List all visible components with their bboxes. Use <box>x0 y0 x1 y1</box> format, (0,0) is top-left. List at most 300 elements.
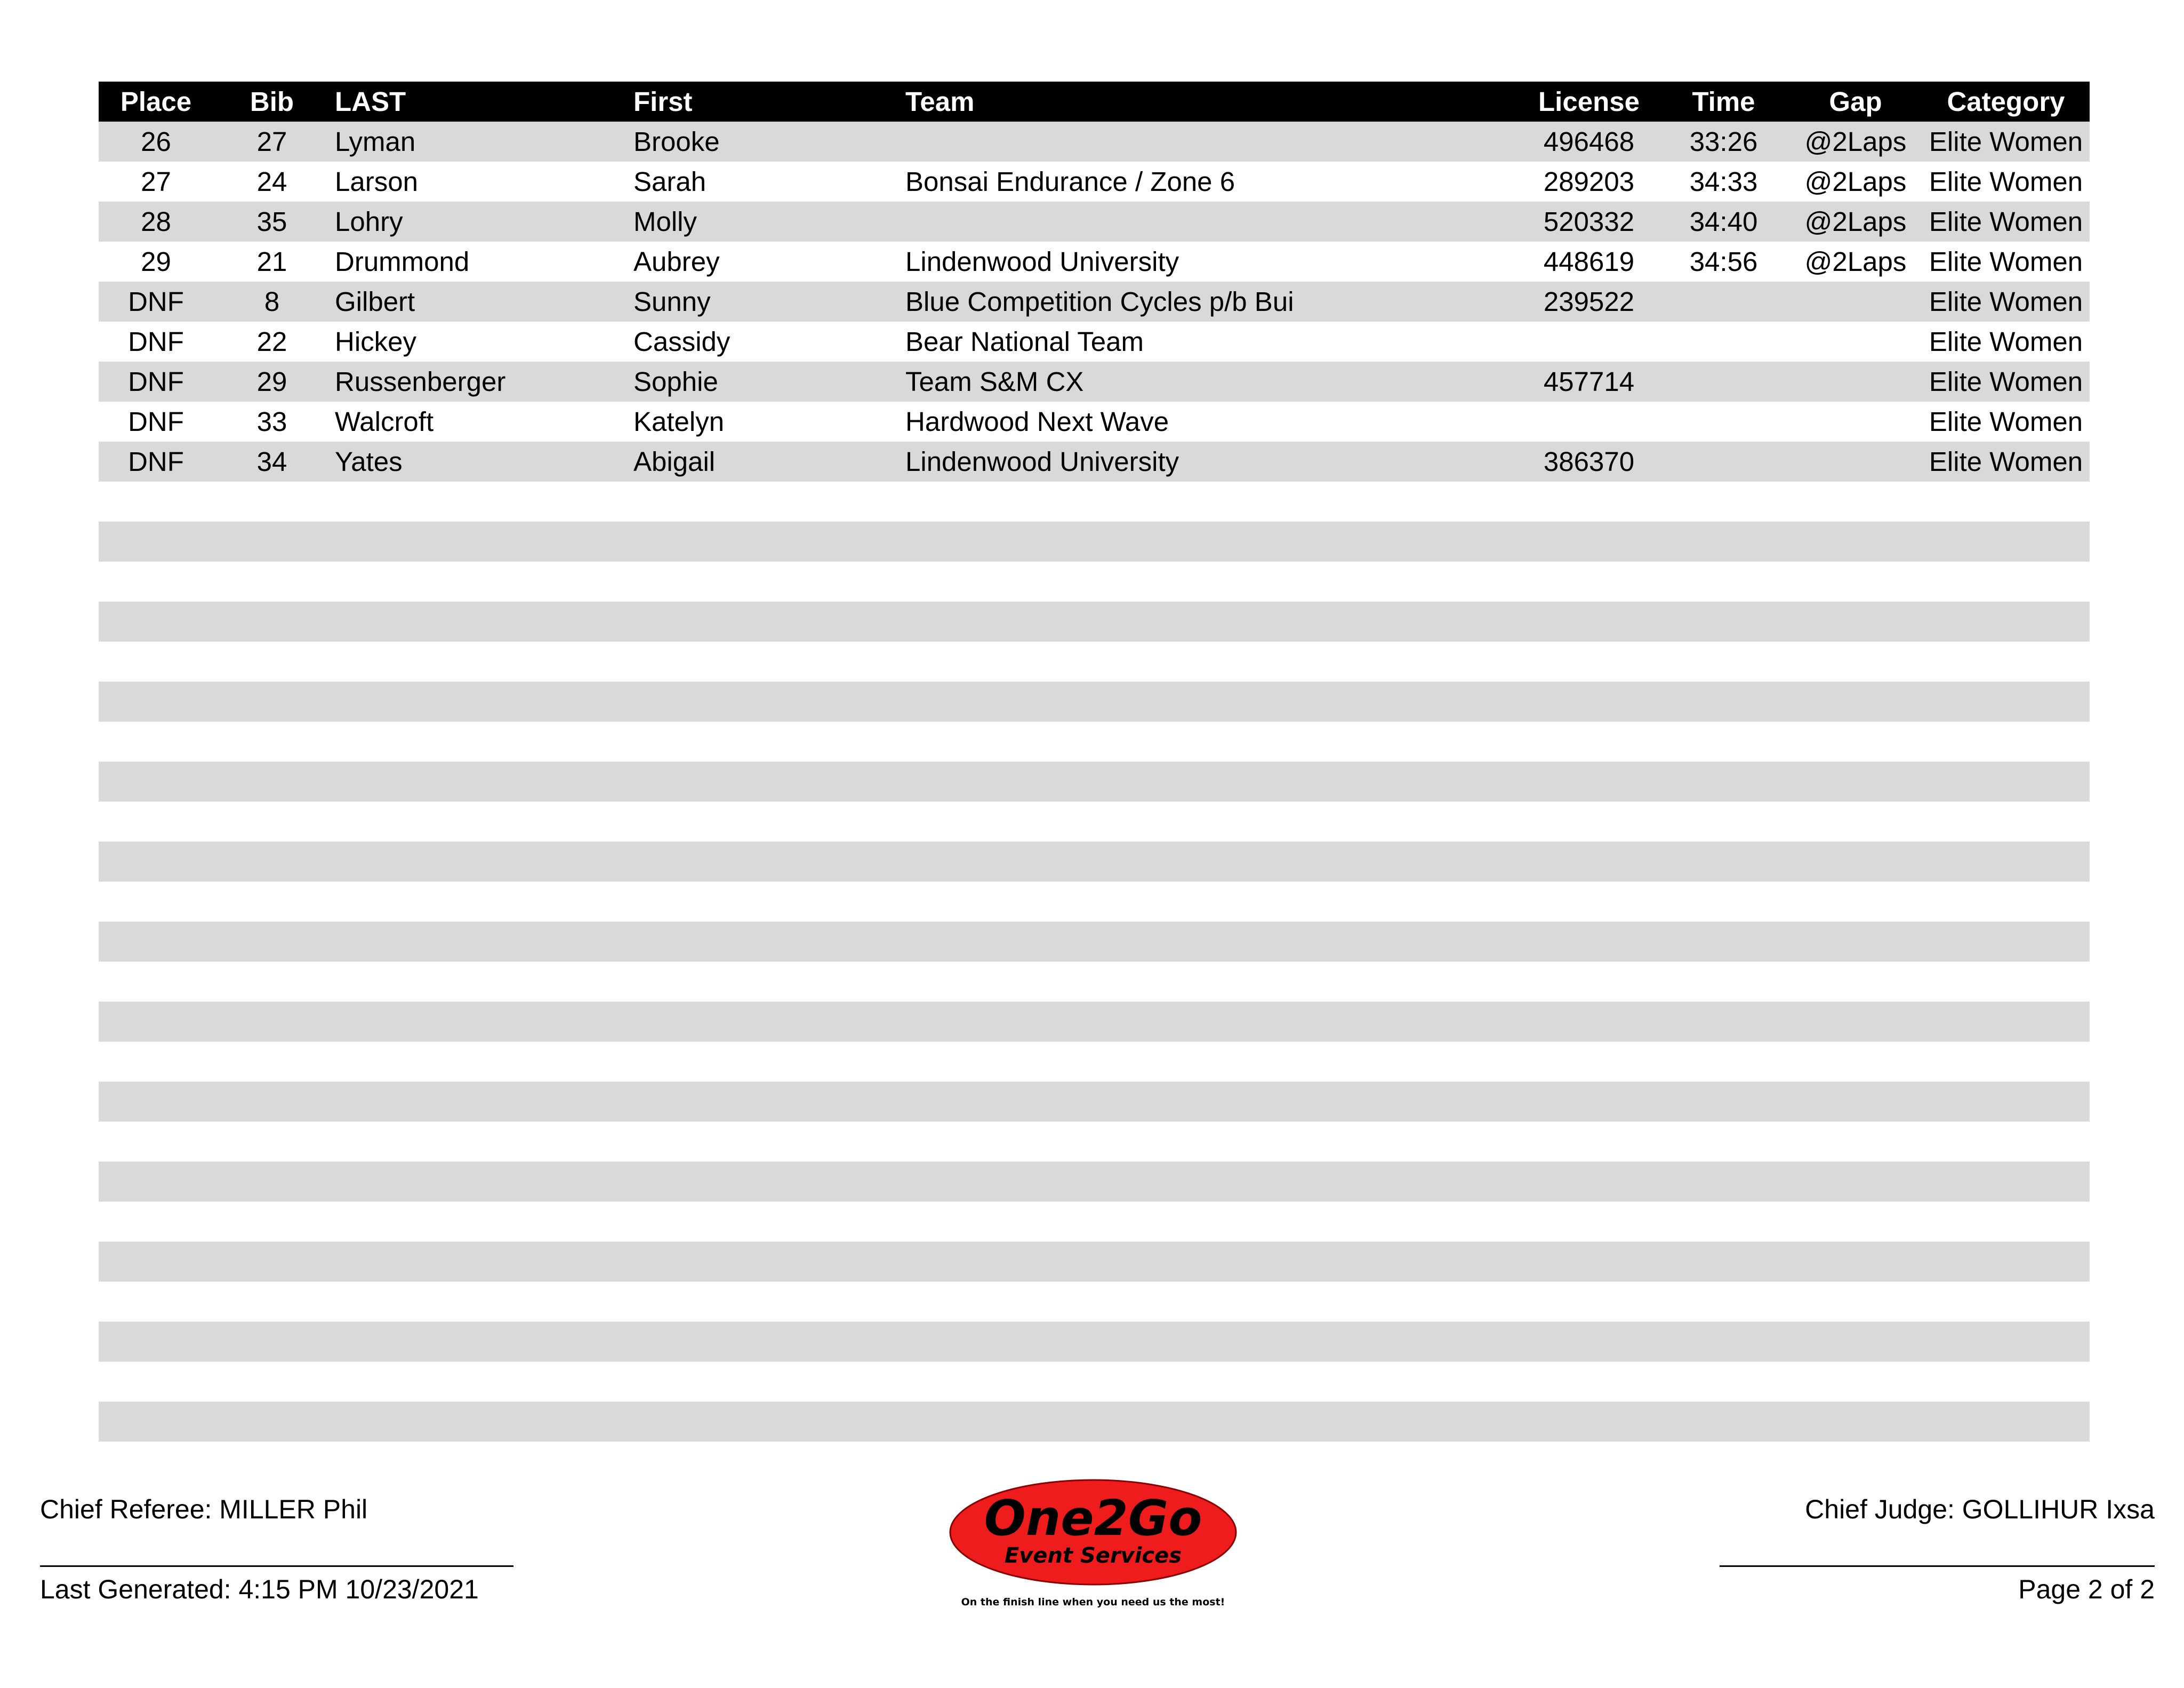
cell-license <box>1520 1202 1658 1242</box>
cell-first <box>629 762 901 802</box>
cell-place: 28 <box>99 202 213 242</box>
cell-last <box>331 522 629 562</box>
cell-category <box>1922 482 2090 522</box>
cell-gap <box>1789 1362 1922 1402</box>
cell-category <box>1922 1122 2090 1162</box>
cell-place <box>99 1162 213 1202</box>
cell-last <box>331 842 629 882</box>
cell-gap <box>1789 1042 1922 1082</box>
cell-bib <box>213 1162 331 1202</box>
empty-row <box>99 1082 2090 1122</box>
col-header-place: Place <box>99 82 213 122</box>
cell-team <box>901 202 1520 242</box>
col-header-last: LAST <box>331 82 629 122</box>
cell-place <box>99 1082 213 1122</box>
cell-last: Lyman <box>331 122 629 162</box>
page-number: Page 2 of 2 <box>2018 1574 2155 1604</box>
cell-first <box>629 1122 901 1162</box>
cell-bib <box>213 642 331 682</box>
cell-place <box>99 682 213 722</box>
cell-license <box>1520 682 1658 722</box>
cell-last <box>331 1082 629 1122</box>
empty-row <box>99 522 2090 562</box>
cell-last <box>331 1042 629 1082</box>
cell-last <box>331 1122 629 1162</box>
cell-place: DNF <box>99 282 213 322</box>
cell-time <box>1658 562 1789 602</box>
cell-gap <box>1789 1002 1922 1042</box>
cell-category <box>1922 842 2090 882</box>
cell-first <box>629 1242 901 1282</box>
cell-time <box>1658 682 1789 722</box>
empty-row <box>99 1202 2090 1242</box>
cell-bib: 8 <box>213 282 331 322</box>
col-header-license: License <box>1520 82 1658 122</box>
cell-place <box>99 482 213 522</box>
cell-first <box>629 722 901 762</box>
cell-last <box>331 482 629 522</box>
cell-last <box>331 1402 629 1442</box>
empty-row <box>99 1242 2090 1282</box>
cell-team <box>901 1162 1520 1202</box>
empty-row <box>99 642 2090 682</box>
cell-category <box>1922 1002 2090 1042</box>
cell-bib <box>213 1362 331 1402</box>
cell-place <box>99 1122 213 1162</box>
cell-gap <box>1789 562 1922 602</box>
table-row <box>99 362 2090 402</box>
col-header-bib: Bib <box>213 82 331 122</box>
cell-time <box>1658 762 1789 802</box>
cell-time <box>1658 722 1789 762</box>
cell-last <box>331 682 629 722</box>
cell-license <box>1520 1002 1658 1042</box>
cell-first <box>629 842 901 882</box>
empty-row <box>99 802 2090 842</box>
cell-first <box>629 882 901 922</box>
cell-bib <box>213 802 331 842</box>
cell-team <box>901 1202 1520 1242</box>
cell-team <box>901 682 1520 722</box>
cell-bib: 21 <box>256 246 287 277</box>
cell-gap <box>1789 802 1922 842</box>
cell-license: 289203 <box>1543 166 1635 197</box>
cell-place: 27 <box>141 166 171 197</box>
cell-last: Drummond <box>335 246 470 277</box>
cell-bib <box>213 1202 331 1242</box>
cell-time <box>1658 882 1789 922</box>
cell-license <box>1520 1042 1658 1082</box>
cell-gap <box>1789 842 1922 882</box>
cell-category: Elite Women <box>1929 326 2083 357</box>
cell-team <box>901 1282 1520 1322</box>
cell-last <box>331 1322 629 1362</box>
cell-last <box>331 562 629 602</box>
cell-license: 448619 <box>1543 246 1635 277</box>
cell-last <box>331 1282 629 1322</box>
cell-bib: 33 <box>256 406 287 437</box>
cell-place <box>99 1042 213 1082</box>
cell-license <box>1520 802 1658 842</box>
cell-first: Brooke <box>629 122 901 162</box>
svg-text:One2Go: One2Go <box>984 1490 1202 1547</box>
cell-gap <box>1789 962 1922 1002</box>
table-row <box>99 402 2090 442</box>
table-row <box>99 162 2090 202</box>
cell-time <box>1658 842 1789 882</box>
col-header-gap: Gap <box>1789 82 1922 122</box>
cell-first <box>629 1322 901 1362</box>
cell-last: Yates <box>331 442 629 482</box>
cell-team: Hardwood Next Wave <box>905 406 1169 437</box>
cell-place: 29 <box>141 246 171 277</box>
cell-last <box>331 1242 629 1282</box>
empty-row <box>99 882 2090 922</box>
cell-category: Elite Women <box>1922 122 2090 162</box>
cell-first <box>629 1282 901 1322</box>
cell-time <box>1658 1322 1789 1362</box>
empty-row <box>99 682 2090 722</box>
cell-license <box>1520 842 1658 882</box>
col-header-team: Team <box>901 82 1520 122</box>
cell-time <box>1658 1162 1789 1202</box>
last-generated: Last Generated: 4:15 PM 10/23/2021 <box>40 1574 479 1604</box>
cell-team <box>901 1322 1520 1362</box>
empty-row <box>99 1322 2090 1362</box>
cell-license <box>1520 642 1658 682</box>
results-body <box>99 122 2090 1442</box>
cell-place <box>99 842 213 882</box>
cell-bib <box>213 1122 331 1162</box>
cell-category <box>1922 1402 2090 1442</box>
cell-category: Elite Women <box>1922 202 2090 242</box>
cell-bib <box>213 722 331 762</box>
cell-first <box>629 1042 901 1082</box>
empty-row <box>99 922 2090 962</box>
cell-category <box>1922 922 2090 962</box>
cell-license <box>1520 1162 1658 1202</box>
cell-team <box>901 602 1520 642</box>
cell-first: Abigail <box>629 442 901 482</box>
cell-bib: 35 <box>213 202 331 242</box>
cell-place <box>99 802 213 842</box>
cell-category: Elite Women <box>1922 442 2090 482</box>
judge-signature-line <box>1720 1565 2155 1567</box>
cell-license <box>1520 322 1658 362</box>
cell-first <box>629 1082 901 1122</box>
cell-category <box>1922 1282 2090 1322</box>
cell-gap <box>1789 922 1922 962</box>
cell-category <box>1922 1162 2090 1202</box>
cell-license <box>1520 1362 1658 1402</box>
cell-license <box>1520 1322 1658 1362</box>
cell-first <box>629 1362 901 1402</box>
cell-first <box>629 1162 901 1202</box>
cell-first <box>629 602 901 642</box>
cell-bib <box>213 1402 331 1442</box>
cell-last <box>331 882 629 922</box>
cell-gap <box>1789 602 1922 642</box>
cell-category <box>1922 602 2090 642</box>
cell-bib: 34 <box>213 442 331 482</box>
cell-category <box>1922 1202 2090 1242</box>
cell-time <box>1658 922 1789 962</box>
cell-bib <box>213 1242 331 1282</box>
cell-category <box>1922 522 2090 562</box>
empty-row <box>99 1162 2090 1202</box>
table-row <box>99 322 2090 362</box>
header-row <box>99 82 2090 122</box>
cell-time <box>1658 522 1789 562</box>
cell-place <box>99 762 213 802</box>
cell-gap <box>1789 1282 1922 1322</box>
cell-last: Gilbert <box>331 282 629 322</box>
cell-time <box>1658 642 1789 682</box>
cell-first <box>629 642 901 682</box>
cell-first <box>629 562 901 602</box>
cell-license <box>1520 402 1658 442</box>
cell-time <box>1658 1242 1789 1282</box>
cell-bib: 27 <box>213 122 331 162</box>
cell-category <box>1922 1082 2090 1122</box>
cell-team <box>901 842 1520 882</box>
cell-category <box>1922 722 2090 762</box>
cell-category <box>1922 642 2090 682</box>
cell-first <box>629 1002 901 1042</box>
cell-gap <box>1789 362 1922 402</box>
cell-time <box>1658 282 1789 322</box>
cell-first <box>629 802 901 842</box>
cell-last <box>331 642 629 682</box>
empty-row <box>99 482 2090 522</box>
cell-license: 239522 <box>1520 282 1658 322</box>
chief-referee: Chief Referee: MILLER Phil <box>40 1494 368 1524</box>
col-header-time: Time <box>1658 82 1789 122</box>
cell-place: DNF <box>99 442 213 482</box>
cell-time: 33:26 <box>1658 122 1789 162</box>
col-header-first: First <box>629 82 901 122</box>
cell-gap <box>1789 322 1922 362</box>
cell-license: 496468 <box>1520 122 1658 162</box>
empty-row <box>99 962 2090 1002</box>
cell-bib <box>213 922 331 962</box>
col-header-category: Category <box>1922 82 2090 122</box>
cell-license <box>1520 482 1658 522</box>
cell-time <box>1658 1082 1789 1122</box>
cell-place <box>99 1362 213 1402</box>
cell-first <box>629 682 901 722</box>
cell-place <box>99 1202 213 1242</box>
cell-first: Katelyn <box>633 406 725 437</box>
cell-last <box>331 762 629 802</box>
cell-category <box>1922 802 2090 842</box>
cell-license <box>1520 1082 1658 1122</box>
cell-bib <box>213 482 331 522</box>
cell-time: 34:56 <box>1689 246 1758 277</box>
cell-time <box>1658 1202 1789 1242</box>
cell-last: Hickey <box>335 326 417 357</box>
cell-first <box>629 482 901 522</box>
cell-gap: @2Laps <box>1789 122 1922 162</box>
cell-gap <box>1789 762 1922 802</box>
cell-team: Lindenwood University <box>901 442 1520 482</box>
cell-gap <box>1789 282 1922 322</box>
cell-category: Elite Women <box>1929 166 2083 197</box>
cell-gap <box>1789 1122 1922 1162</box>
cell-license <box>1520 522 1658 562</box>
cell-team <box>901 722 1520 762</box>
cell-category: Elite Women <box>1929 246 2083 277</box>
cell-last <box>331 1362 629 1402</box>
cell-gap <box>1789 1162 1922 1202</box>
cell-first <box>629 522 901 562</box>
cell-place: DNF <box>128 406 184 437</box>
cell-gap: @2Laps <box>1804 166 1907 197</box>
empty-row <box>99 1002 2090 1042</box>
cell-bib <box>213 762 331 802</box>
cell-bib <box>213 882 331 922</box>
cell-license <box>1520 962 1658 1002</box>
cell-team <box>901 882 1520 922</box>
empty-row <box>99 762 2090 802</box>
cell-gap <box>1789 522 1922 562</box>
empty-row <box>99 1402 2090 1442</box>
cell-bib <box>213 682 331 722</box>
cell-first: Aubrey <box>633 246 720 277</box>
cell-bib <box>213 1042 331 1082</box>
cell-place <box>99 1242 213 1282</box>
cell-category <box>1922 562 2090 602</box>
cell-bib <box>213 562 331 602</box>
cell-last: Larson <box>335 166 418 197</box>
cell-gap <box>1789 1402 1922 1442</box>
cell-license: 386370 <box>1520 442 1658 482</box>
cell-bib: 24 <box>256 166 287 197</box>
cell-place <box>99 722 213 762</box>
cell-time: 34:33 <box>1689 166 1758 197</box>
cell-bib: 22 <box>256 326 287 357</box>
cell-license: 457714 <box>1520 362 1658 402</box>
cell-gap <box>1789 402 1922 442</box>
cell-last <box>331 802 629 842</box>
cell-time: 34:40 <box>1658 202 1789 242</box>
cell-team <box>901 1242 1520 1282</box>
cell-time <box>1658 602 1789 642</box>
table-row <box>99 242 2090 282</box>
cell-license <box>1520 1242 1658 1282</box>
referee-signature-line <box>40 1565 513 1567</box>
table-row <box>99 122 2090 162</box>
cell-team: Bonsai Endurance / Zone 6 <box>905 166 1235 197</box>
empty-row <box>99 1042 2090 1082</box>
cell-bib <box>213 602 331 642</box>
cell-first <box>629 1202 901 1242</box>
cell-category <box>1922 962 2090 1002</box>
cell-team <box>901 922 1520 962</box>
cell-category <box>1922 882 2090 922</box>
cell-team <box>901 562 1520 602</box>
cell-place <box>99 562 213 602</box>
cell-license: 520332 <box>1520 202 1658 242</box>
empty-row <box>99 722 2090 762</box>
cell-bib <box>213 1322 331 1362</box>
cell-gap <box>1789 1082 1922 1122</box>
empty-row <box>99 842 2090 882</box>
cell-last <box>331 962 629 1002</box>
cell-bib <box>213 962 331 1002</box>
cell-gap <box>1789 642 1922 682</box>
empty-row <box>99 562 2090 602</box>
cell-license <box>1520 562 1658 602</box>
cell-license <box>1520 1402 1658 1442</box>
cell-place <box>99 922 213 962</box>
cell-team <box>901 482 1520 522</box>
cell-last <box>331 722 629 762</box>
cell-gap <box>1789 1322 1922 1362</box>
cell-time <box>1658 402 1789 442</box>
cell-category <box>1922 1242 2090 1282</box>
cell-team <box>901 642 1520 682</box>
cell-category <box>1922 1362 2090 1402</box>
cell-place <box>99 882 213 922</box>
empty-row <box>99 1122 2090 1162</box>
cell-gap <box>1789 722 1922 762</box>
cell-license <box>1520 1282 1658 1322</box>
cell-time <box>1658 1122 1789 1162</box>
cell-place <box>99 522 213 562</box>
cell-place <box>99 1322 213 1362</box>
cell-team: Team S&M CX <box>901 362 1520 402</box>
cell-place <box>99 1402 213 1442</box>
cell-category <box>1922 762 2090 802</box>
empty-row <box>99 1362 2090 1402</box>
cell-time <box>1658 802 1789 842</box>
cell-gap: @2Laps <box>1789 202 1922 242</box>
cell-time <box>1658 442 1789 482</box>
cell-category <box>1922 1322 2090 1362</box>
cell-team <box>901 1082 1520 1122</box>
cell-bib <box>213 522 331 562</box>
cell-time <box>1658 1042 1789 1082</box>
cell-time <box>1658 1402 1789 1442</box>
cell-license <box>1520 1122 1658 1162</box>
table-row <box>99 282 2090 322</box>
cell-last <box>331 602 629 642</box>
table-row <box>99 442 2090 482</box>
cell-first: Sarah <box>633 166 706 197</box>
cell-license <box>1520 922 1658 962</box>
cell-category <box>1922 1042 2090 1082</box>
cell-gap <box>1789 1242 1922 1282</box>
cell-team <box>901 762 1520 802</box>
cell-category: Elite Women <box>1922 362 2090 402</box>
cell-gap <box>1789 482 1922 522</box>
cell-place <box>99 642 213 682</box>
cell-team: Blue Competition Cycles p/b Bui <box>901 282 1520 322</box>
cell-last: Lohry <box>331 202 629 242</box>
cell-place: 26 <box>99 122 213 162</box>
cell-time <box>1658 962 1789 1002</box>
cell-team <box>901 1042 1520 1082</box>
cell-team <box>901 1362 1520 1402</box>
cell-first <box>629 1402 901 1442</box>
cell-team <box>901 962 1520 1002</box>
cell-last <box>331 1002 629 1042</box>
cell-team <box>901 802 1520 842</box>
cell-team <box>901 122 1520 162</box>
table-row <box>99 202 2090 242</box>
cell-time <box>1658 482 1789 522</box>
